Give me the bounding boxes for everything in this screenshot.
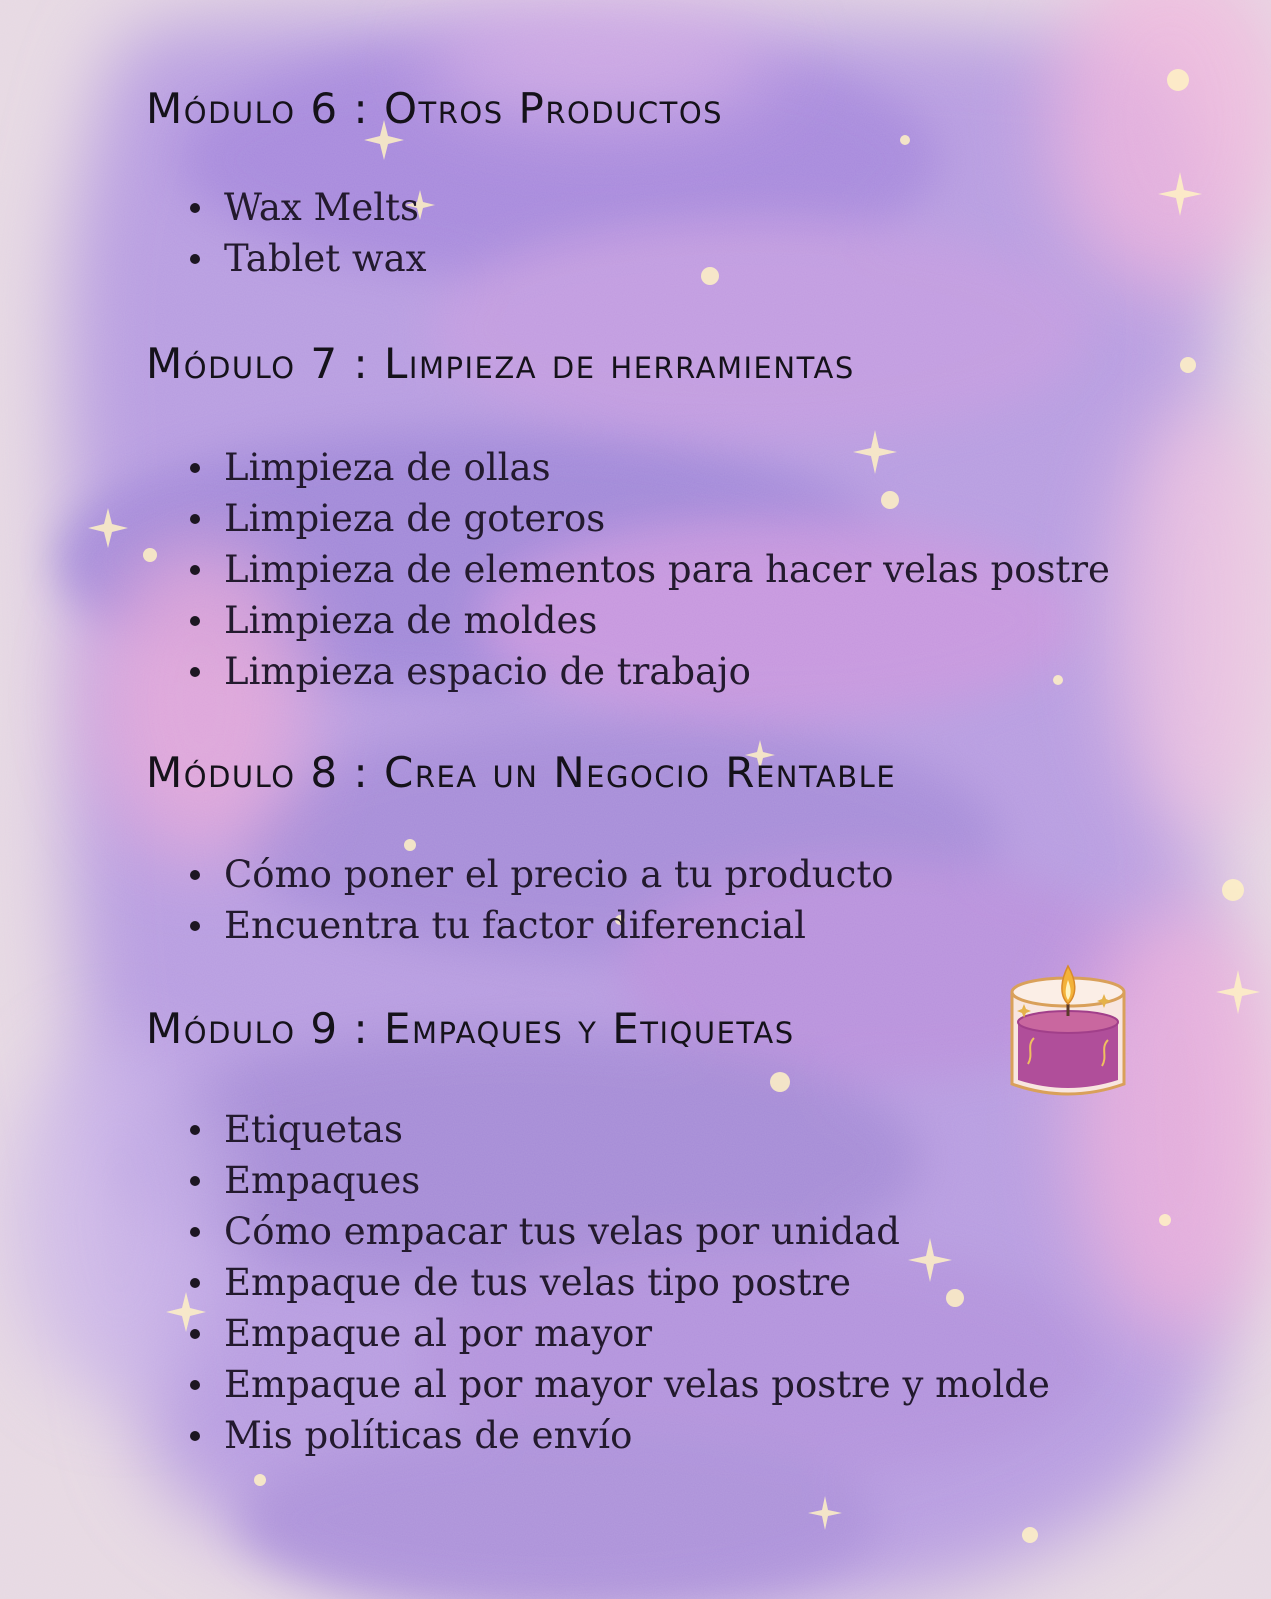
list-item: Limpieza espacio de trabajo xyxy=(190,646,1110,697)
candle-icon xyxy=(1004,964,1132,1112)
module-6-list xyxy=(190,182,427,284)
module-9-list xyxy=(190,1104,1050,1461)
list-item: Encuentra tu factor diferencial xyxy=(190,900,894,951)
list-item: Empaque al por mayor velas postre y molde xyxy=(190,1359,1050,1410)
list-item: Tablet wax xyxy=(190,233,427,284)
list-item: Cómo poner el precio a tu producto xyxy=(190,849,894,900)
list-item: Limpieza de elementos para hacer velas postre xyxy=(190,544,1110,595)
module-7-title: Módulo 7 : Limpieza de herramientas xyxy=(146,339,855,388)
list-item: Limpieza de ollas xyxy=(190,442,1110,493)
module-8-list xyxy=(190,849,894,951)
list-item: Limpieza de moldes xyxy=(190,595,1110,646)
list-item: Wax Melts xyxy=(190,182,427,233)
list-item: Cómo empacar tus velas por unidad xyxy=(190,1206,1050,1257)
list-item: Etiquetas xyxy=(190,1104,1050,1155)
module-7-list xyxy=(190,442,1110,697)
module-6-title: Módulo 6 : Otros Productos xyxy=(146,84,724,133)
module-9-title: Módulo 9 : Empaques y Etiquetas xyxy=(146,1004,795,1053)
list-item: Empaque al por mayor xyxy=(190,1308,1050,1359)
list-item: Empaques xyxy=(190,1155,1050,1206)
list-item: Mis políticas de envío xyxy=(190,1410,1050,1461)
module-8-title: Módulo 8 : Crea un Negocio Rentable xyxy=(146,748,897,797)
list-item: Empaque de tus velas tipo postre xyxy=(190,1257,1050,1308)
list-item: Limpieza de goteros xyxy=(190,493,1110,544)
